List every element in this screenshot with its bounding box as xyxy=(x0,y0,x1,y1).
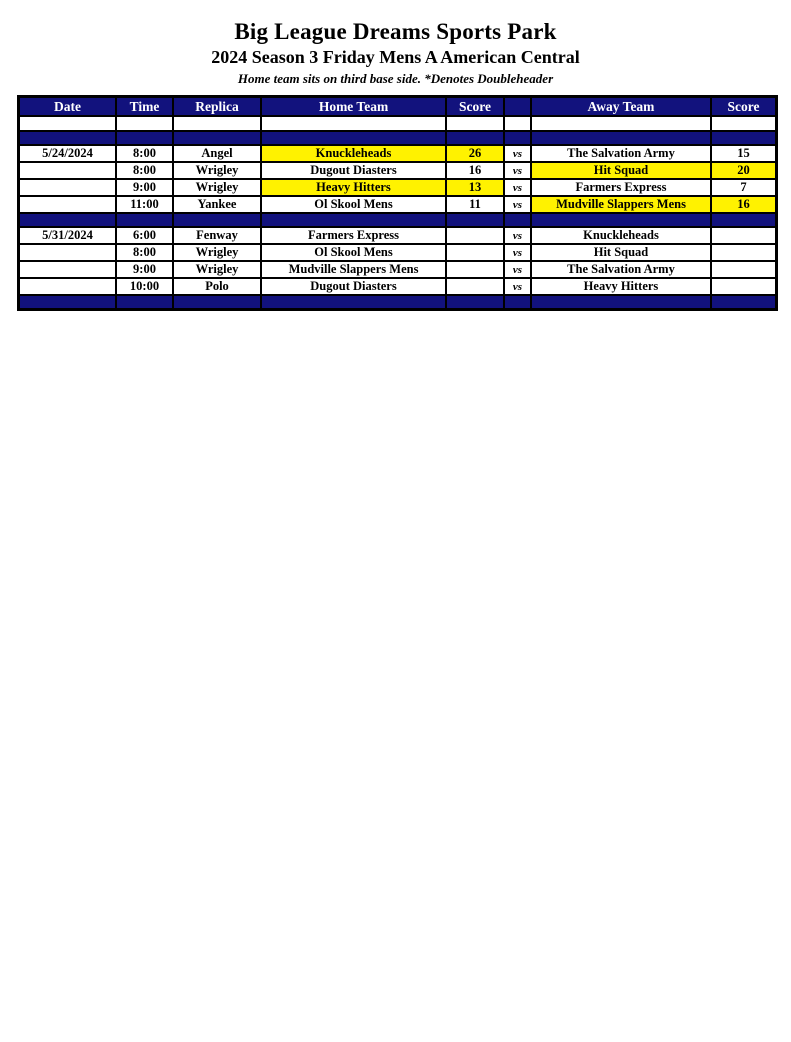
game-row xyxy=(19,145,776,162)
col-header-date: Date xyxy=(19,97,116,116)
game-row xyxy=(19,278,776,295)
page-subtitle: 2024 Season 3 Friday Mens A American Central xyxy=(211,47,580,67)
game-row xyxy=(19,179,776,196)
home-team-cell: Knuckleheads xyxy=(261,145,446,162)
away-score-cell: 20 xyxy=(711,162,776,179)
away-score-cell xyxy=(711,244,776,261)
divider-row xyxy=(19,295,776,309)
game-row xyxy=(19,196,776,213)
vs-cell: vs xyxy=(504,179,531,196)
away-score-cell xyxy=(711,227,776,244)
time-cell: 9:00 xyxy=(116,261,173,278)
home-score-cell xyxy=(446,244,504,261)
home-score-cell: 13 xyxy=(446,179,504,196)
home-team-cell: Dugout Diasters xyxy=(261,162,446,179)
home-score-cell xyxy=(446,227,504,244)
home-score-cell: 26 xyxy=(446,145,504,162)
away-team-cell: The Salvation Army xyxy=(531,145,711,162)
time-cell: 8:00 xyxy=(116,145,173,162)
vs-cell: vs xyxy=(504,227,531,244)
away-team-cell: The Salvation Army xyxy=(531,261,711,278)
time-cell: 8:00 xyxy=(116,244,173,261)
away-score-cell: 15 xyxy=(711,145,776,162)
away-team-cell: Mudville Slappers Mens xyxy=(531,196,711,213)
replica-cell: Fenway xyxy=(173,227,261,244)
time-cell: 8:00 xyxy=(116,162,173,179)
home-team-cell: Ol Skool Mens xyxy=(261,244,446,261)
game-row xyxy=(19,244,776,261)
away-team-cell: Farmers Express xyxy=(531,179,711,196)
date-cell xyxy=(19,244,116,261)
page-title: Big League Dreams Sports Park xyxy=(234,19,557,44)
home-team-cell: Farmers Express xyxy=(261,227,446,244)
col-header-away-team: Away Team xyxy=(531,97,711,116)
away-score-cell xyxy=(711,278,776,295)
game-row xyxy=(19,227,776,244)
spacer-row xyxy=(19,116,776,131)
home-score-cell xyxy=(446,278,504,295)
schedule-note: Home team sits on third base side. *Denotes Doubleheader xyxy=(237,71,554,86)
page xyxy=(0,18,791,310)
away-score-cell xyxy=(711,261,776,278)
replica-cell: Wrigley xyxy=(173,261,261,278)
date-cell xyxy=(19,179,116,196)
table-header-row xyxy=(19,97,776,116)
replica-cell: Wrigley xyxy=(173,162,261,179)
col-header-time: Time xyxy=(116,97,173,116)
col-header-replica: Replica xyxy=(173,97,261,116)
date-cell xyxy=(19,196,116,213)
col-header-away-score: Score xyxy=(711,97,776,116)
divider-row xyxy=(19,131,776,145)
replica-cell: Polo xyxy=(173,278,261,295)
game-row xyxy=(19,162,776,179)
col-header-home-team: Home Team xyxy=(261,97,446,116)
date-cell xyxy=(19,278,116,295)
replica-cell: Angel xyxy=(173,145,261,162)
vs-cell: vs xyxy=(504,278,531,295)
vs-cell: vs xyxy=(504,162,531,179)
away-team-cell: Heavy Hitters xyxy=(531,278,711,295)
replica-cell: Yankee xyxy=(173,196,261,213)
time-cell: 9:00 xyxy=(116,179,173,196)
home-score-cell: 16 xyxy=(446,162,504,179)
vs-cell: vs xyxy=(504,196,531,213)
replica-cell: Wrigley xyxy=(173,244,261,261)
home-score-cell: 11 xyxy=(446,196,504,213)
vs-cell: vs xyxy=(504,244,531,261)
away-team-cell: Hit Squad xyxy=(531,162,711,179)
vs-cell: vs xyxy=(504,261,531,278)
home-team-cell: Mudville Slappers Mens xyxy=(261,261,446,278)
away-team-cell: Hit Squad xyxy=(531,244,711,261)
time-cell: 10:00 xyxy=(116,278,173,295)
col-header-home-score: Score xyxy=(446,97,504,116)
home-team-cell: Heavy Hitters xyxy=(261,179,446,196)
home-team-cell: Dugout Diasters xyxy=(261,278,446,295)
date-cell: 5/31/2024 xyxy=(19,227,116,244)
game-row xyxy=(19,261,776,278)
away-score-cell: 7 xyxy=(711,179,776,196)
home-team-cell: Ol Skool Mens xyxy=(261,196,446,213)
time-cell: 6:00 xyxy=(116,227,173,244)
date-cell xyxy=(19,162,116,179)
away-team-cell: Knuckleheads xyxy=(531,227,711,244)
col-header-vs xyxy=(504,97,531,116)
vs-cell: vs xyxy=(504,145,531,162)
away-score-cell: 16 xyxy=(711,196,776,213)
date-cell: 5/24/2024 xyxy=(19,145,116,162)
divider-row xyxy=(19,213,776,227)
date-cell xyxy=(19,261,116,278)
schedule-table xyxy=(18,96,777,310)
time-cell: 11:00 xyxy=(116,196,173,213)
replica-cell: Wrigley xyxy=(173,179,261,196)
home-score-cell xyxy=(446,261,504,278)
